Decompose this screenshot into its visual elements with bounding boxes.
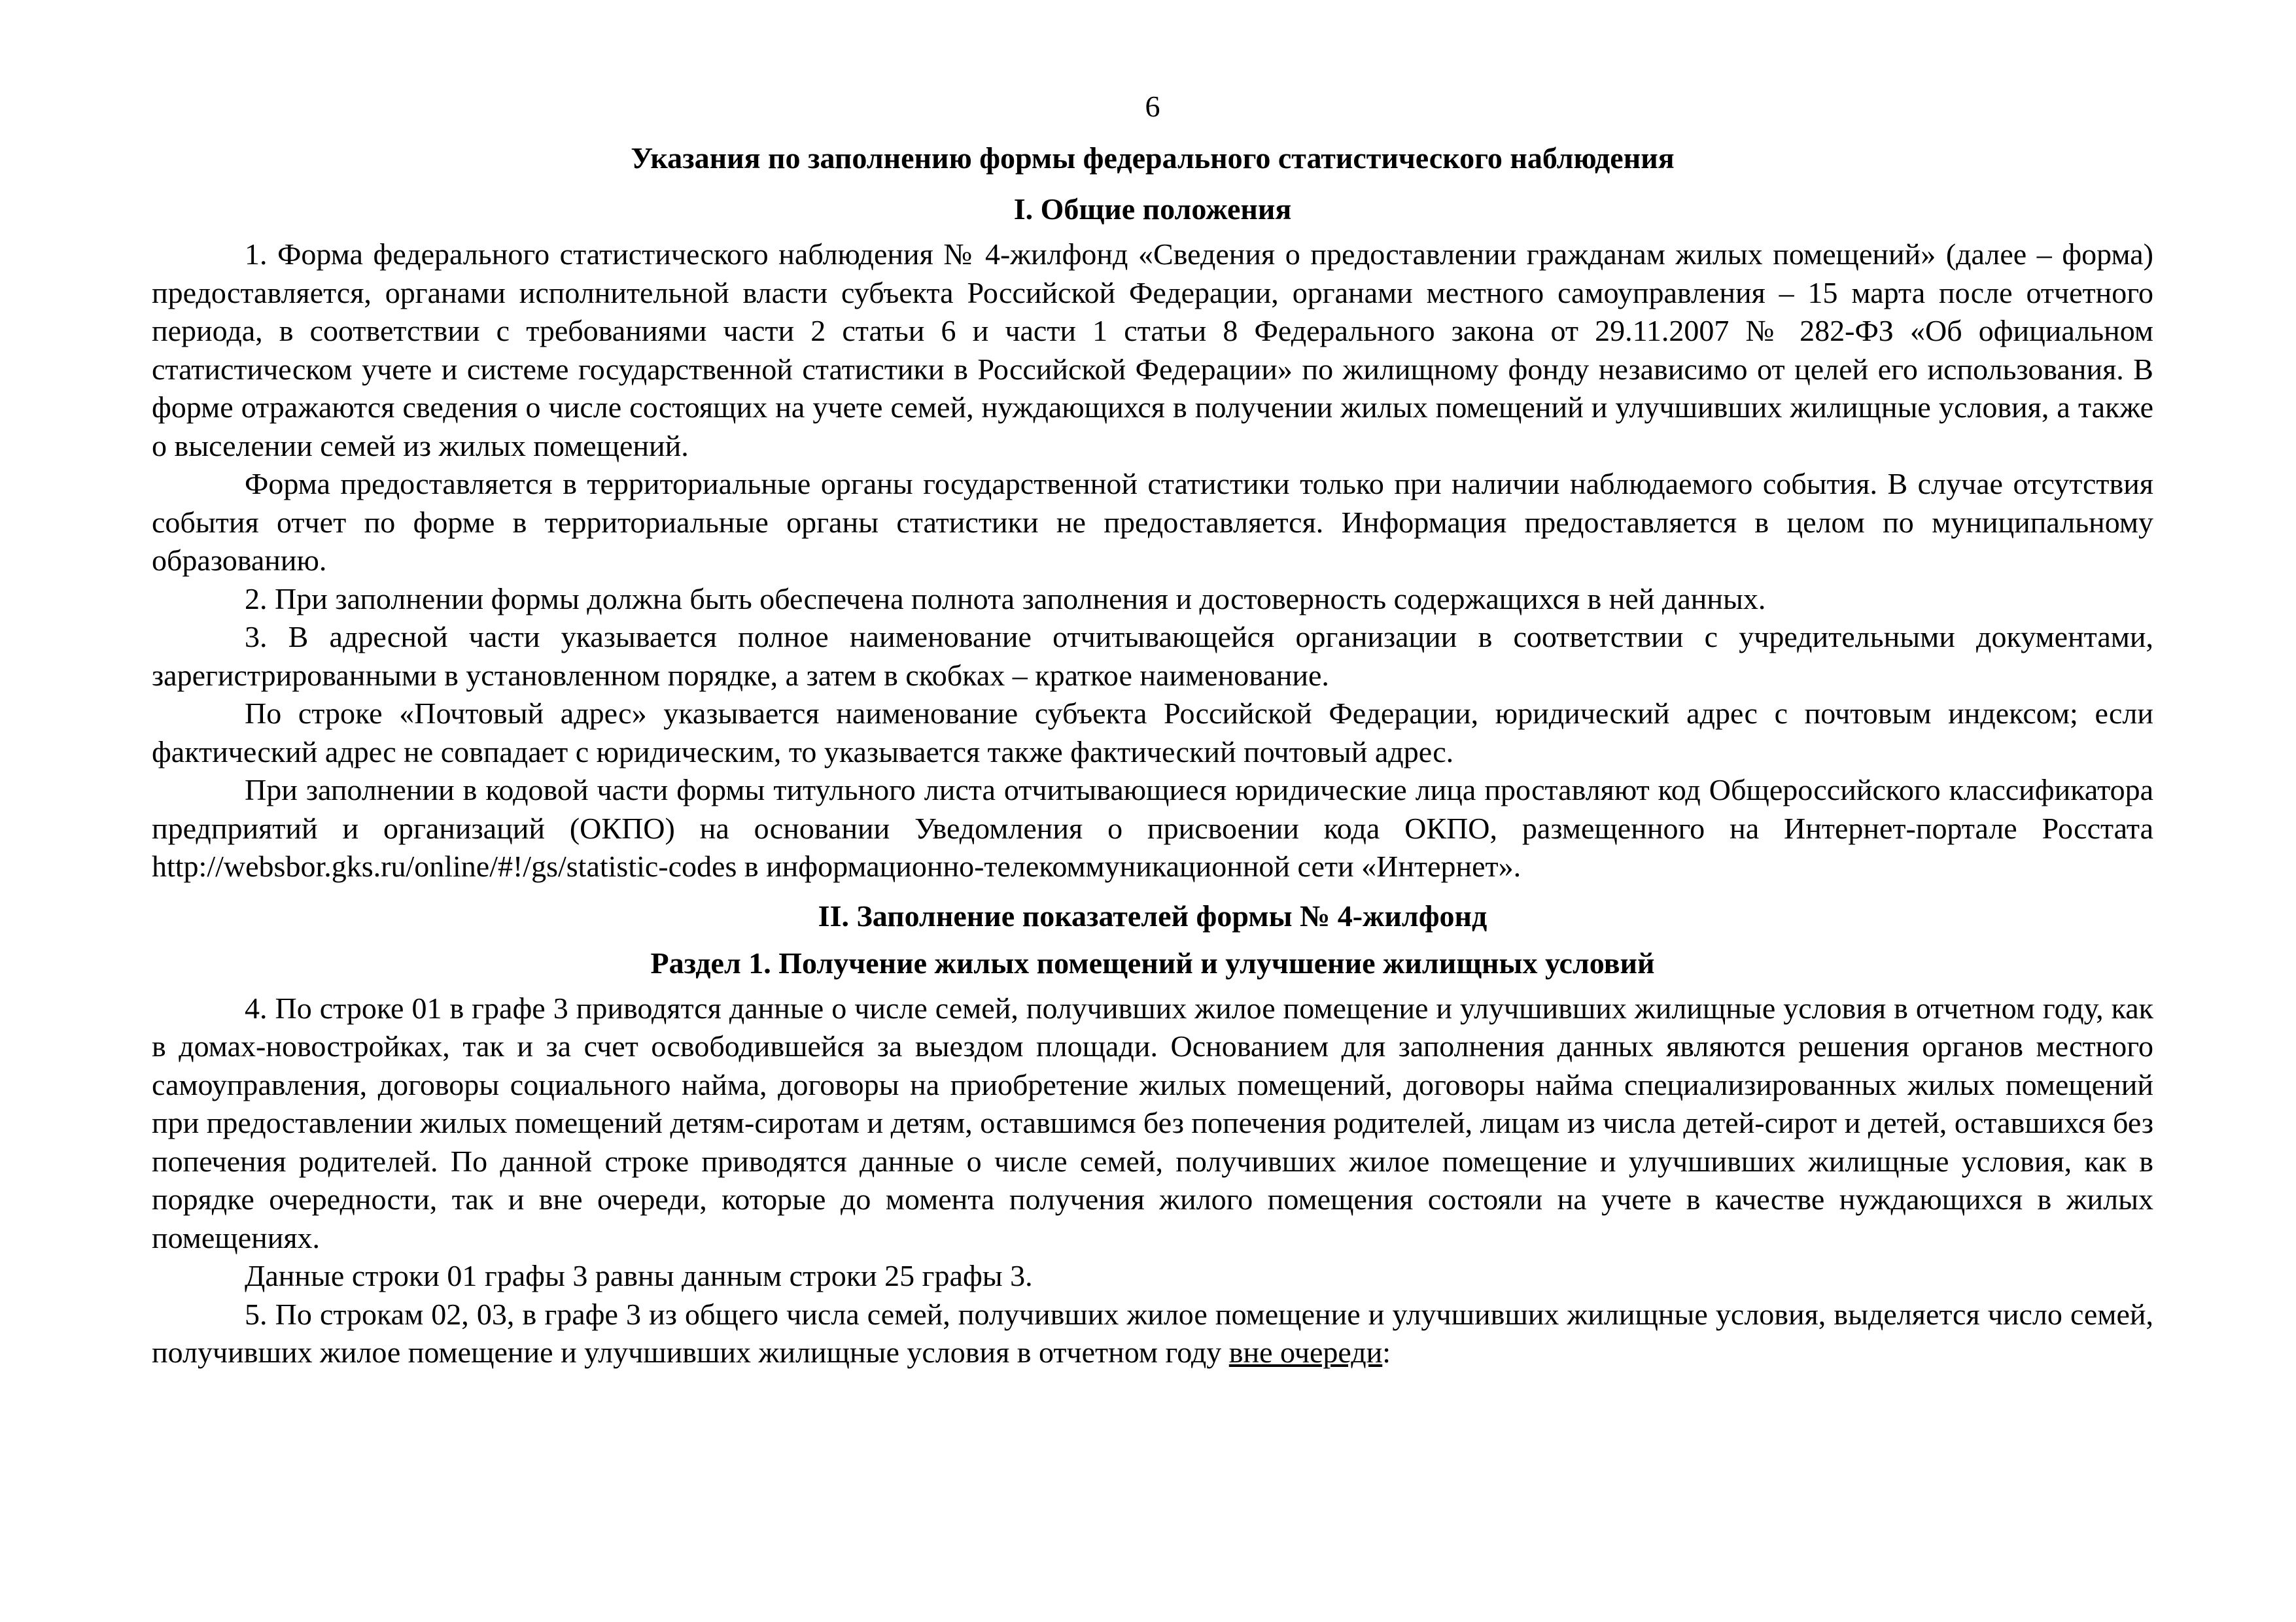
- paragraph-row-01-equality: Данные строки 01 графы 3 равны данным строки 25 графы 3.: [245, 1259, 1033, 1292]
- page-number: 6: [1145, 90, 1160, 123]
- section-1-heading: I. Общие положения: [1013, 192, 1292, 226]
- page-content: [152, 84, 2153, 1372]
- paragraph-okpo-code: При заполнении в кодовой части формы титульного листа отчитывающиеся юридические лица проставляют код Общероссийского классификатора предприятий и организаций (ОКПО) на основании Уведомления о присвоении кода ОКПО, размещенного на Интернет-портале Росстата http://websbor.gks.ru/online/#!/gs/statistic-codes в информационно-телекоммуникационной сети «Интернет».: [152, 773, 2153, 883]
- paragraph-2: 2. При заполнении формы должна быть обеспечена полнота заполнения и достоверность содержащихся в ней данных.: [245, 581, 1766, 615]
- paragraph-5-underlined-text: вне очереди: [1228, 1336, 1383, 1369]
- paragraph-5: [152, 1296, 2153, 1372]
- paragraph-1: 1. Форма федерального статистического наблюдения № 4-жилфонд «Сведения о предоставлении гражданам жилых помещений» (далее – форма) предоставляется, органами исполнительной власти субъекта Российской Федерации, органами местного самоуправления – 15 марта после отчетного периода, в соответствии с требованиями части 2 статьи 6 и части 1 статьи 8 Федерального закона от 29.11.2007 № 282-ФЗ «Об официальном статистическом учете и системе государственной статистики в Российской Федерации» по жилищному фонду независимо от целей его использования. В форме отражаются сведения о числе состоящих на учете семей, нуждающихся в получении жилых помещений и улучшивших жилищные условия, а также о выселении семей из жилых помещений.: [152, 237, 2153, 462]
- paragraph-postal-address: По строке «Почтовый адрес» указывается наименование субъекта Российской Федерации, юридический адрес с почтовым индексом; если фактический адрес не совпадает с юридическим, то указывается также фактический почтовый адрес.: [152, 697, 2153, 768]
- section-2-heading: II. Заполнение показателей формы № 4-жилфонд: [818, 899, 1487, 933]
- paragraph-form-submission: Форма предоставляется в территориальные органы государственной статистики только при наличии наблюдаемого события. В случае отсутствия события отчет по форме в территориальные органы статистики не предоставляется. Информация предоставляется в целом по муниципальному образованию.: [152, 467, 2153, 577]
- section-2-subheading: Раздел 1. Получение жилых помещений и улучшение жилищных условий: [650, 946, 1655, 980]
- paragraph-5-end: :: [1382, 1336, 1391, 1369]
- document-title: Указания по заполнению формы федерального статистического наблюдения: [631, 141, 1675, 175]
- paragraph-5-text: 5. По строкам 02, 03, в графе 3 из общего числа семей, получивших жилое помещение и улучшивших жилищные условия, выделяется число семей, получивших жилое помещение и улучшивших жилищные условия в отчетном году: [152, 1297, 2153, 1369]
- paragraph-4: 4. По строке 01 в графе 3 приводятся данные о числе семей, получивших жилое помещение и улучшивших жилищные условия в отчетном году, как в домах-новостройках, так и за счет освободившейся за выездом площади. Основанием для заполнения данных являются решения органов местного самоуправления, договоры социального найма, договоры на приобретение жилых помещений, договоры найма специализированных жилых помещений при предоставлении жилых помещений детям-сиротам и детям, оставшимся без попечения родителей, лицам из числа детей-сирот и детей, оставшихся без попечения родителей. По данной строке приводятся данные о числе семей, получивших жилое помещение и улучшивших жилищные условия, как в порядке очередности, так и вне очереди, которые до момента получения жилого помещения состояли на учете в качестве нуждающихся в жилых помещениях.: [152, 991, 2153, 1254]
- paragraph-3: 3. В адресной части указывается полное наименование отчитывающейся организации в соответствии с учредительными документами, зарегистрированными в установленном порядке, а затем в скобках – краткое наименование.: [152, 620, 2153, 692]
